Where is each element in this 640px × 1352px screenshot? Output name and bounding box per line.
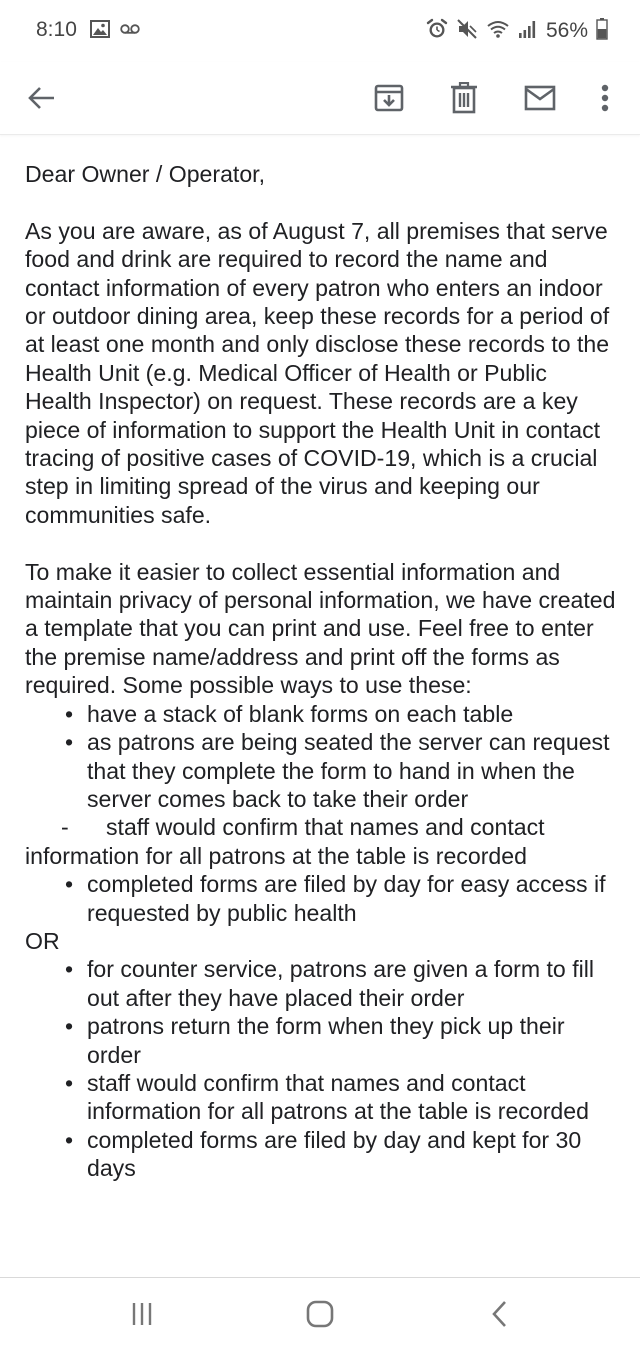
list-item: • staff would confirm that names and contact information for all patrons at the table is recorded	[25, 1069, 620, 1126]
paragraph-2: To make it easier to collect essential information and maintain privacy of personal information, we have created a template that you can print and use. Feel free to enter the premise name/address and print off the forms as required. Some possible ways to use these:	[25, 558, 616, 699]
home-icon	[306, 1300, 334, 1328]
or-label: OR	[25, 927, 60, 954]
spacer	[25, 188, 620, 216]
back-arrow-icon	[27, 86, 57, 110]
paragraph-1: As you are aware, as of August 7, all premises that serve food and drink are required to record the name and contact information of every patron who enters an indoor or outdoor dining area, keep these records for a period of at least one month and only disclose these records to the Health Unit (e.g. Medical Officer of Health or Public Health Inspector) on request. These records are a key piece of information to support the Health Unit in contact tracing of positive cases of COVID-19, which is a crucial step in limiting spread of the virus and keeping our communities safe.	[25, 217, 610, 528]
recents-icon	[130, 1301, 154, 1327]
more-options-button[interactable]	[581, 74, 629, 122]
status-time: 8:10	[36, 18, 77, 41]
list-item: • completed forms are filed by day for easy access if requested by public health	[25, 870, 620, 927]
battery-icon	[596, 18, 608, 45]
list-item: • for counter service, patrons are given a form to fill out after they have placed their order	[25, 955, 620, 1012]
delete-button[interactable]	[440, 74, 488, 122]
signal-icon	[518, 19, 538, 44]
list-item: • completed forms are filed by day and kept for 30 days	[25, 1126, 620, 1183]
wifi-icon	[486, 19, 510, 44]
archive-icon	[374, 83, 404, 113]
list-item: • as patrons are being seated the server can request that they complete the form to hand in when the server comes back to take their order	[25, 728, 620, 813]
mark-unread-button[interactable]	[516, 74, 564, 122]
mute-icon	[456, 18, 478, 45]
dash-mark: -	[61, 814, 69, 841]
more-vert-icon	[600, 83, 610, 113]
status-right-icons	[426, 18, 608, 44]
nav-back-button[interactable]	[476, 1294, 524, 1334]
mail-icon	[524, 85, 556, 111]
home-button[interactable]	[296, 1294, 344, 1334]
nav-back-icon	[491, 1300, 509, 1328]
greeting: Dear Owner / Operator,	[25, 161, 266, 187]
gallery-icon	[90, 20, 110, 43]
voicemail-icon	[120, 22, 140, 40]
status-left-icons	[90, 20, 140, 42]
status-bar	[0, 0, 640, 62]
system-nav-bar	[0, 1277, 640, 1352]
message-body	[25, 160, 620, 1183]
spacer	[25, 529, 620, 557]
recents-button[interactable]	[118, 1294, 166, 1334]
trash-icon	[450, 82, 478, 114]
archive-button[interactable]	[365, 74, 413, 122]
back-button[interactable]	[18, 74, 66, 122]
list-item: • have a stack of blank forms on each table	[25, 700, 620, 728]
battery-percent: 56%	[545, 19, 588, 42]
dash-list-item	[25, 813, 620, 870]
dash-item-text: staff would confirm that names and contact information for all patrons at the table is recorded	[25, 814, 545, 869]
mail-toolbar	[0, 62, 640, 135]
list-item: • patrons return the form when they pick up their order	[25, 1012, 620, 1069]
alarm-icon	[426, 18, 448, 45]
